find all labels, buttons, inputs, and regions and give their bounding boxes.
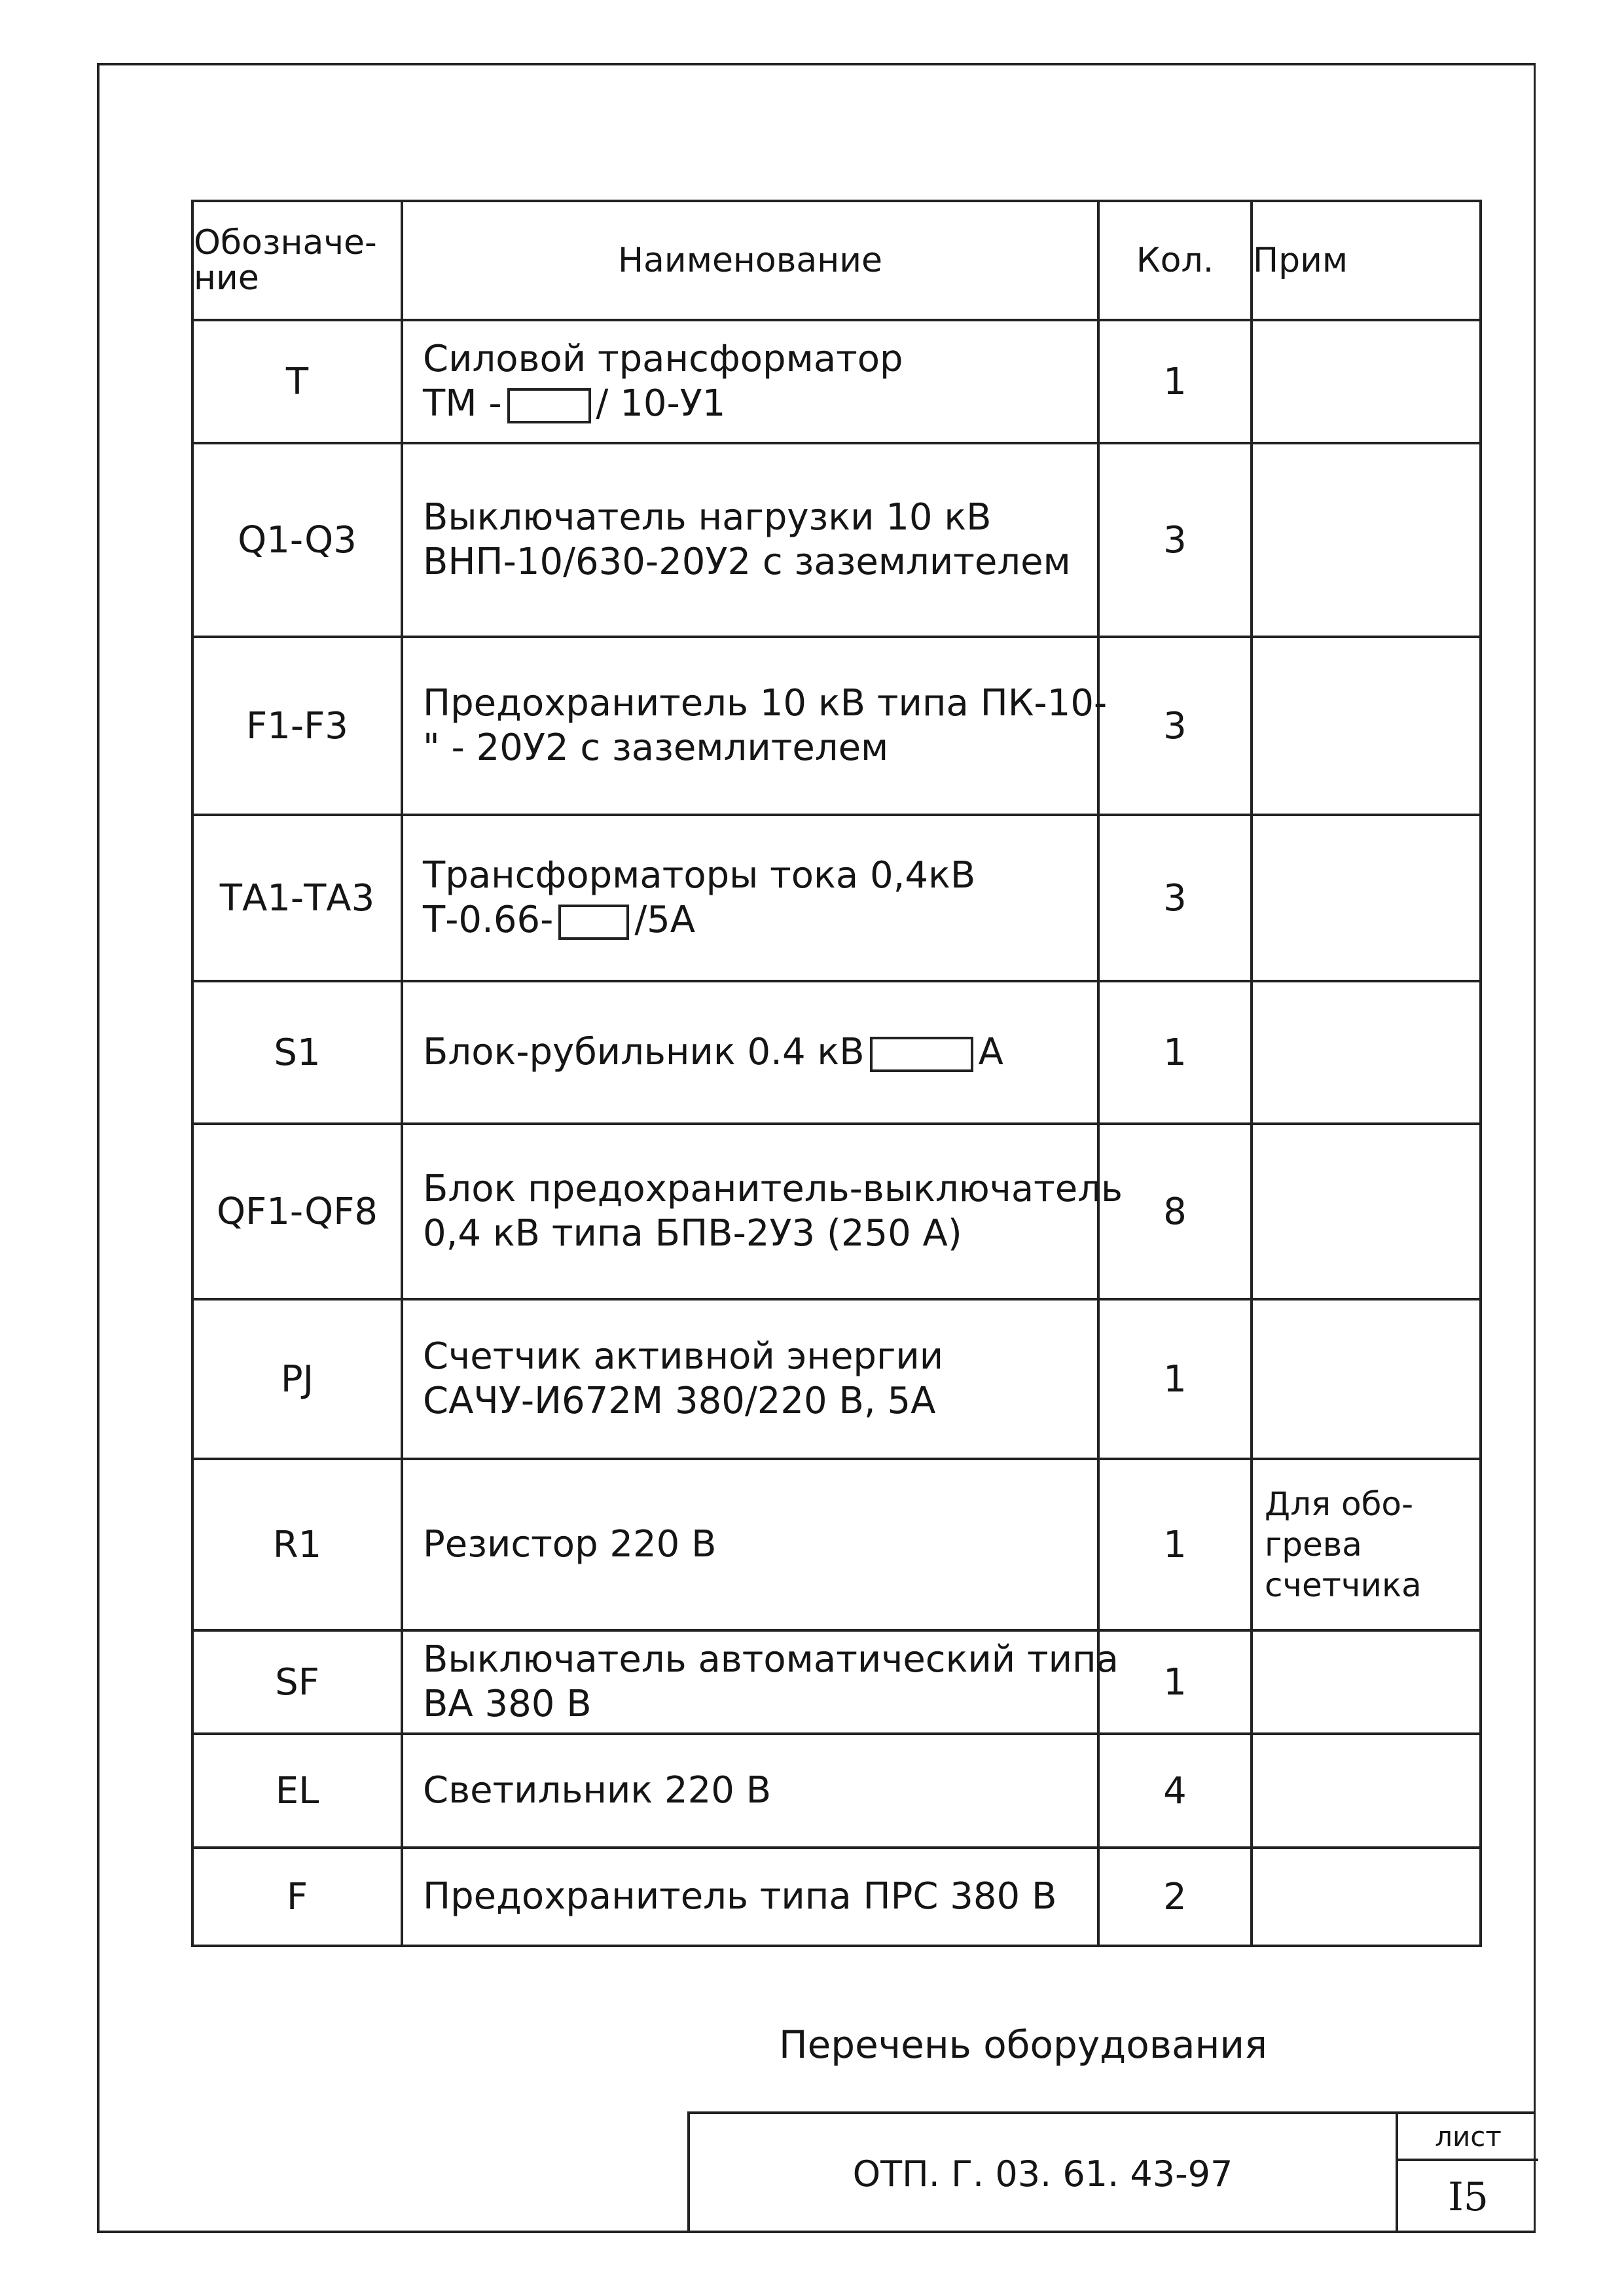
row-name-part: ТМ - <box>423 382 502 425</box>
sheet-cell <box>1396 2114 1538 2233</box>
table-row <box>192 1459 1481 1630</box>
row-note-line: Для обо- <box>1265 1485 1414 1523</box>
row-name <box>402 981 1098 1124</box>
table-row <box>192 1299 1481 1459</box>
row-name-line: ВА 380 В <box>423 1683 592 1725</box>
row-name-line: Счетчик активной энергии <box>423 1335 944 1378</box>
row-name <box>402 443 1098 637</box>
row-qty: 8 <box>1098 1124 1252 1299</box>
row-name-line: 0,4 кВ типа БПВ-2У3 (250 А) <box>423 1212 962 1255</box>
row-designation: SF <box>192 1630 402 1734</box>
row-qty: 1 <box>1098 1459 1252 1630</box>
row-name-part: Т-0.66- <box>423 899 554 941</box>
row-designation: S1 <box>192 981 402 1124</box>
row-qty: 1 <box>1098 1630 1252 1734</box>
table-row <box>192 815 1481 981</box>
table-row <box>192 1734 1481 1848</box>
row-name-line: " - 20У2 с заземлителем <box>423 726 889 769</box>
row-name-line: Выключатель автоматический типа <box>423 1638 1119 1681</box>
table-row <box>192 443 1481 637</box>
table-caption: Перечень оборудования <box>779 2022 1267 2067</box>
row-designation: F1-F3 <box>192 637 402 815</box>
row-note <box>1252 815 1481 981</box>
header-qty: Кол. <box>1098 201 1252 320</box>
row-designation: ТА1-ТА3 <box>192 815 402 981</box>
sheet-number: I5 <box>1448 2174 1489 2220</box>
header-note: Прим <box>1252 201 1481 320</box>
row-designation: F <box>192 1848 402 1946</box>
blank-value-box <box>507 388 591 423</box>
row-note <box>1252 981 1481 1124</box>
title-block <box>687 2111 1536 2233</box>
row-name-part: Блок-рубильник 0.4 кВ <box>423 1031 865 1073</box>
row-name <box>402 815 1098 981</box>
row-note <box>1252 320 1481 443</box>
sheet-label: лист <box>1398 2114 1538 2161</box>
row-name <box>402 1630 1119 1734</box>
table-row <box>192 1848 1481 1946</box>
row-qty: 2 <box>1098 1848 1252 1946</box>
row-name <box>402 1124 1123 1299</box>
row-name-line <box>423 1030 1097 1075</box>
table-row <box>192 1630 1481 1734</box>
row-name <box>402 1734 1098 1848</box>
row-name-line: Предохранитель 10 кВ типа ПК-10- <box>423 682 1108 725</box>
row-qty: 1 <box>1098 320 1252 443</box>
row-name-part: / 10-У1 <box>596 382 726 425</box>
header-designation: Обозначе-ние <box>192 201 402 320</box>
document-code: ОТП. Г. 03. 61. 43-97 <box>852 2153 1233 2195</box>
row-name <box>402 320 1098 443</box>
row-note <box>1252 1124 1481 1299</box>
row-note-line: счетчика <box>1265 1566 1422 1604</box>
row-designation: R1 <box>192 1459 402 1630</box>
row-name-line: Предохранитель типа ПРС 380 В <box>423 1875 1057 1918</box>
row-name-line: Светильник 220 В <box>423 1769 772 1812</box>
row-note <box>1252 1630 1481 1734</box>
row-name <box>402 1459 1098 1630</box>
row-name-line <box>423 382 1097 426</box>
row-designation: EL <box>192 1734 402 1848</box>
row-qty: 1 <box>1098 981 1252 1124</box>
row-name-line: Резистор 220 В <box>423 1523 717 1566</box>
row-designation: Т <box>192 320 402 443</box>
row-qty: 3 <box>1098 637 1252 815</box>
row-note <box>1252 1299 1481 1459</box>
row-name-part: /5А <box>634 899 696 941</box>
header-name: Наименование <box>402 201 1098 320</box>
table-row <box>192 981 1481 1124</box>
row-qty: 4 <box>1098 1734 1252 1848</box>
row-name <box>402 637 1108 815</box>
row-designation: PJ <box>192 1299 402 1459</box>
table-row <box>192 1124 1481 1299</box>
blank-value-box <box>870 1037 973 1072</box>
row-name <box>402 1848 1098 1946</box>
row-designation: QF1-QF8 <box>192 1124 402 1299</box>
row-note <box>1252 637 1481 815</box>
row-name-line: ВНП-10/630-20У2 с заземлителем <box>423 541 1071 583</box>
row-note <box>1252 1734 1481 1848</box>
row-note <box>1252 1459 1481 1630</box>
row-name-line: Блок предохранитель-выключатель <box>423 1168 1123 1210</box>
table-row <box>192 637 1481 815</box>
table-header-row <box>192 201 1481 320</box>
row-name-line: Силовой трансформатор <box>423 338 903 380</box>
row-note <box>1252 443 1481 637</box>
row-note-line: грева <box>1265 1526 1362 1564</box>
row-name-line <box>423 898 1097 942</box>
table-row <box>192 320 1481 443</box>
row-qty: 3 <box>1098 815 1252 981</box>
row-designation: Q1-Q3 <box>192 443 402 637</box>
row-note <box>1252 1848 1481 1946</box>
blank-value-box <box>558 905 629 940</box>
row-name-line: САЧУ-И672М 380/220 В, 5А <box>423 1380 936 1422</box>
row-name-part: А <box>978 1031 1003 1073</box>
row-qty: 3 <box>1098 443 1252 637</box>
equipment-table <box>191 200 1482 1947</box>
row-name <box>402 1299 1098 1459</box>
row-name-line: Трансформаторы тока 0,4кВ <box>423 854 976 897</box>
row-qty: 1 <box>1098 1299 1252 1459</box>
row-name-line: Выключатель нагрузки 10 кВ <box>423 496 992 539</box>
